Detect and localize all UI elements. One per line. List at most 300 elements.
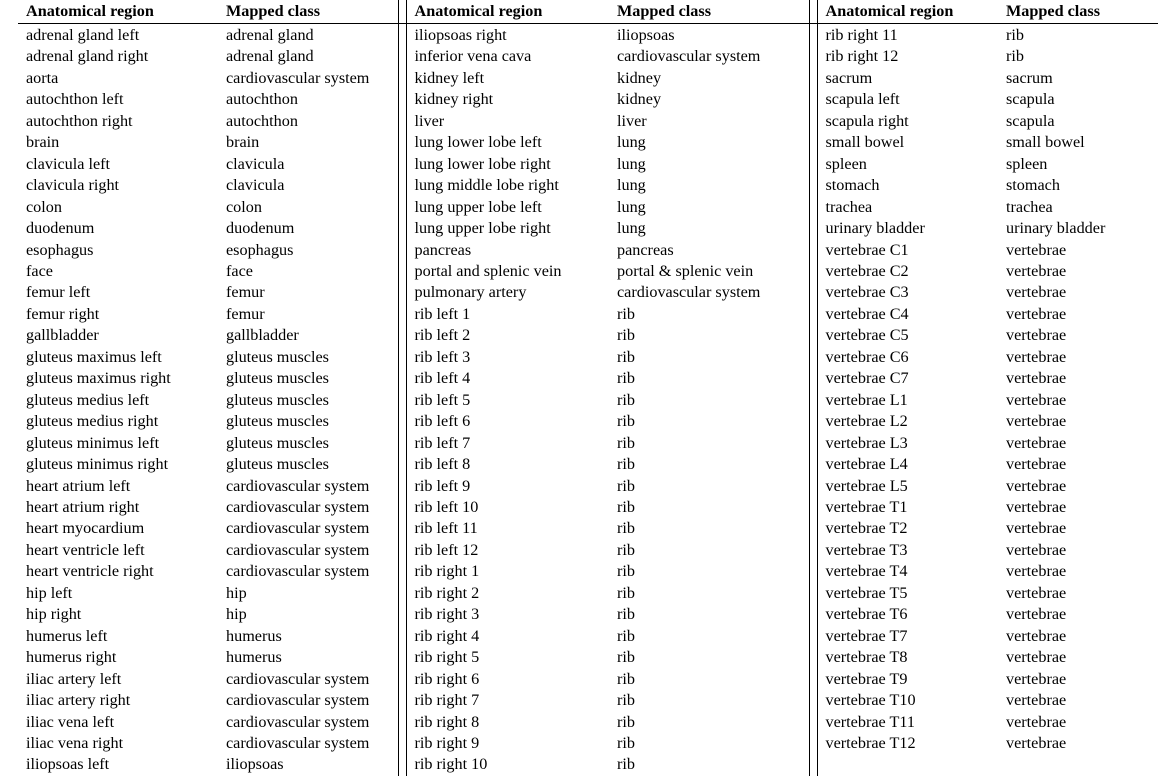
table-row	[18, 604, 1158, 625]
mapped-class-cell: humerus	[226, 648, 282, 667]
anatomical-region-cell: rib left 10	[414, 497, 479, 516]
mapped-class-cell: lung	[617, 219, 646, 238]
table-row	[18, 304, 1158, 325]
mapped-class-cell: vertebrae	[1006, 733, 1067, 752]
anatomical-region-cell: urinary bladder	[825, 219, 925, 238]
column-separator	[809, 282, 817, 303]
anatomical-region-cell: vertebrae T5	[825, 583, 908, 602]
table-row	[18, 626, 1158, 647]
anatomical-region-cell: lung lower lobe right	[414, 154, 551, 173]
table-row	[18, 712, 1158, 733]
anatomical-region-cell: gluteus maximus left	[26, 347, 162, 366]
mapped-class-cell: femur	[226, 283, 265, 302]
column-separator	[398, 154, 406, 175]
mapped-class-cell: trachea	[1006, 197, 1053, 216]
anatomical-region-cell: rib left 6	[414, 412, 471, 431]
mapped-class-cell: kidney	[617, 90, 662, 109]
column-separator	[398, 68, 406, 89]
anatomical-region-cell: rib right 6	[414, 669, 480, 688]
column-separator	[809, 325, 817, 346]
mapped-class-cell: rib	[617, 733, 635, 752]
column-separator	[398, 540, 406, 561]
anatomical-region-cell: rib right 1	[414, 562, 480, 581]
table-row	[18, 325, 1158, 346]
mapped-class-cell: cardiovascular system	[226, 562, 370, 581]
column-separator	[809, 261, 817, 282]
column-separator	[398, 604, 406, 625]
anatomical-region-cell: vertebrae L2	[825, 412, 908, 431]
mapped-class-cell: small bowel	[1006, 133, 1085, 152]
anatomical-region-cell: gluteus medius left	[26, 390, 150, 409]
anatomical-region-cell: pancreas	[414, 240, 472, 259]
column-separator	[398, 325, 406, 346]
mapped-class-cell: rib	[1006, 26, 1024, 44]
table-row	[18, 111, 1158, 132]
column-separator	[809, 583, 817, 604]
column-separator	[809, 24, 817, 47]
column-separator	[809, 154, 817, 175]
mapped-class-cell: colon	[226, 197, 262, 216]
anatomical-region-cell: vertebrae T3	[825, 540, 908, 559]
mapped-class-cell: cardiovascular system	[617, 47, 761, 66]
anatomical-region-cell: femur left	[26, 283, 91, 302]
anatomical-region-cell: vertebrae C5	[825, 326, 909, 345]
mapped-class-cell: vertebrae	[1006, 540, 1067, 559]
column-separator	[809, 754, 817, 775]
mapped-class-cell: autochthon	[226, 111, 298, 130]
mapped-class-cell: cardiovascular system	[226, 691, 370, 710]
mapped-class-cell: rib	[617, 412, 635, 431]
mapped-class-cell: sacrum	[1006, 68, 1053, 87]
mapped-class-cell: scapula	[1006, 90, 1055, 109]
mapped-class-cell: rib	[617, 519, 635, 538]
anatomical-region-cell: lung upper lobe left	[414, 197, 542, 216]
anatomical-region-cell: iliopsoas left	[26, 755, 110, 774]
anatomical-region-cell: stomach	[825, 176, 880, 195]
table-row	[18, 154, 1158, 175]
anatomical-region-cell: vertebrae T8	[825, 648, 908, 667]
column-separator	[398, 368, 406, 389]
mapped-class-cell: esophagus	[226, 240, 294, 259]
table-row	[18, 390, 1158, 411]
mapped-class-cell: stomach	[1006, 176, 1060, 195]
column-separator	[809, 540, 817, 561]
anatomical-region-cell: iliac vena left	[26, 712, 115, 731]
mapped-class-cell: vertebrae	[1006, 261, 1067, 280]
column-separator	[809, 175, 817, 196]
mapped-class-cell: cardiovascular system	[226, 497, 370, 516]
mapped-class-cell: rib	[617, 390, 635, 409]
column-separator	[809, 197, 817, 218]
mapped-class-cell: vertebrae	[1006, 240, 1067, 259]
table-row	[18, 68, 1158, 89]
anatomical-region-cell: colon	[26, 197, 62, 216]
column-separator	[398, 561, 406, 582]
anatomical-region-cell: rib left 1	[414, 304, 471, 323]
column-separator	[398, 690, 406, 711]
mapped-class-cell: hip	[226, 583, 247, 602]
anatomical-region-cell: duodenum	[26, 219, 95, 238]
anatomical-region-cell: pulmonary artery	[414, 283, 527, 302]
anatomical-region-cell	[817, 754, 998, 775]
mapped-class-cell: gluteus muscles	[226, 347, 329, 366]
anatomical-region-cell: rib left 5	[414, 390, 471, 409]
column-separator	[398, 712, 406, 733]
anatomical-region-cell: rib right 8	[414, 712, 480, 731]
anatomical-region-cell: vertebrae L3	[825, 433, 908, 452]
column-separator	[809, 111, 817, 132]
column-separator	[809, 433, 817, 454]
anatomical-region-cell: scapula left	[825, 90, 900, 109]
mapped-class-cell: rib	[617, 326, 635, 345]
mapped-class-cell: iliopsoas	[617, 26, 675, 44]
mapped-class-cell: vertebrae	[1006, 455, 1067, 474]
mapped-class-cell: vertebrae	[1006, 347, 1067, 366]
mapped-class-cell: vertebrae	[1006, 691, 1067, 710]
column-separator	[809, 626, 817, 647]
anatomical-region-cell: vertebrae T1	[825, 497, 908, 516]
table-row	[18, 261, 1158, 282]
mapped-class-cell: rib	[617, 497, 635, 516]
column-separator	[809, 0, 817, 24]
table-row	[18, 454, 1158, 475]
table-row	[18, 669, 1158, 690]
mapped-class-cell: vertebrae	[1006, 476, 1067, 495]
mapped-class-cell: rib	[617, 304, 635, 323]
anatomical-region-cell: heart atrium left	[26, 476, 131, 495]
anatomical-region-cell: vertebrae C2	[825, 261, 909, 280]
column-separator	[398, 626, 406, 647]
column-separator	[398, 24, 406, 47]
anatomical-region-cell: rib left 2	[414, 326, 471, 345]
anatomical-region-cell: rib left 4	[414, 369, 471, 388]
anatomical-region-cell: heart myocardium	[26, 519, 145, 538]
column-separator	[398, 89, 406, 110]
anatomical-region-cell: rib right 5	[414, 648, 480, 667]
anatomical-region-cell: rib left 7	[414, 433, 471, 452]
anatomical-region-cell: gallbladder	[26, 326, 99, 345]
anatomical-region-cell: femur right	[26, 304, 100, 323]
mapped-class-cell: liver	[617, 111, 647, 130]
column-separator	[809, 46, 817, 67]
column-separator	[398, 518, 406, 539]
column-separator	[398, 669, 406, 690]
anatomical-region-cell: vertebrae T2	[825, 519, 908, 538]
mapped-class-cell: vertebrae	[1006, 712, 1067, 731]
table-row	[18, 132, 1158, 153]
anatomical-mapping-table	[18, 0, 1158, 776]
table-row	[18, 733, 1158, 754]
mapped-class-cell: cardiovascular system	[226, 68, 370, 87]
column-separator	[809, 647, 817, 668]
anatomical-region-cell: liver	[414, 111, 445, 130]
column-separator	[398, 497, 406, 518]
mapped-class-cell: face	[226, 261, 253, 280]
anatomical-region-cell: iliac artery right	[26, 691, 131, 710]
column-separator	[398, 132, 406, 153]
anatomical-region-cell: rib left 3	[414, 347, 471, 366]
anatomical-region-cell: face	[26, 261, 53, 280]
mapped-class-cell: clavicula	[226, 154, 285, 173]
anatomical-region-cell: lung upper lobe right	[414, 219, 551, 238]
column-separator	[809, 712, 817, 733]
column-separator	[398, 411, 406, 432]
mapped-class-cell: cardiovascular system	[226, 540, 370, 559]
mapped-class-cell: rib	[617, 669, 635, 688]
mapped-class-cell: vertebrae	[1006, 648, 1067, 667]
anatomical-region-cell: heart ventricle left	[26, 540, 145, 559]
anatomical-region-cell: spleen	[825, 154, 867, 173]
anatomical-region-cell: rib right 11	[825, 26, 898, 44]
mapped-class-cell: brain	[226, 133, 260, 152]
table-row	[18, 218, 1158, 239]
column-separator	[809, 240, 817, 261]
column-separator	[809, 304, 817, 325]
mapped-class-cell: rib	[617, 540, 635, 559]
table-row	[18, 175, 1158, 196]
anatomical-region-cell: vertebrae C3	[825, 283, 909, 302]
table-row	[18, 583, 1158, 604]
column-separator	[398, 175, 406, 196]
mapped-class-cell: lung	[617, 197, 646, 216]
mapped-class-cell: vertebrae	[1006, 669, 1067, 688]
mapped-class-cell: scapula	[1006, 111, 1055, 130]
column-separator	[809, 604, 817, 625]
mapped-class-cell: rib	[617, 755, 635, 774]
anatomical-region-cell: autochthon left	[26, 90, 124, 109]
column-separator	[398, 218, 406, 239]
column-separator	[809, 132, 817, 153]
mapped-class-cell: rib	[617, 455, 635, 474]
anatomical-region-cell: autochthon right	[26, 111, 133, 130]
mapped-class-cell: rib	[617, 562, 635, 581]
anatomical-region-cell: vertebrae L1	[825, 390, 908, 409]
column-separator	[398, 111, 406, 132]
mapped-class-cell: rib	[617, 476, 635, 495]
mapped-class-cell: vertebrae	[1006, 304, 1067, 323]
anatomical-region-cell: rib right 10	[414, 755, 488, 774]
column-separator	[809, 476, 817, 497]
anatomical-region-cell: vertebrae C7	[825, 369, 909, 388]
mapped-class-cell: gluteus muscles	[226, 369, 329, 388]
anatomical-region-cell: brain	[26, 133, 60, 152]
column-separator	[809, 497, 817, 518]
table-row	[18, 46, 1158, 67]
anatomical-region-cell: vertebrae L4	[825, 455, 908, 474]
column-separator	[398, 647, 406, 668]
mapped-class-cell: vertebrae	[1006, 519, 1067, 538]
anatomical-region-cell: kidney left	[414, 68, 485, 87]
anatomical-region-cell: gluteus medius right	[26, 412, 159, 431]
mapped-class-cell: lung	[617, 133, 646, 152]
anatomical-region-cell: rib right 12	[825, 47, 899, 66]
mapping-table-container	[18, 0, 1158, 776]
mapped-class-cell: rib	[617, 626, 635, 645]
mapped-class-cell: femur	[226, 304, 265, 323]
column-separator	[398, 0, 406, 24]
anatomical-region-cell: vertebrae T9	[825, 669, 908, 688]
header-anatomical-region: Anatomical region	[18, 0, 218, 24]
anatomical-region-cell: rib right 3	[414, 605, 480, 624]
table-row	[18, 690, 1158, 711]
column-separator	[398, 282, 406, 303]
mapped-class-cell: gluteus muscles	[226, 455, 329, 474]
column-separator	[398, 261, 406, 282]
mapped-class-cell: lung	[617, 176, 646, 195]
mapped-class-cell: vertebrae	[1006, 369, 1067, 388]
table-body	[18, 24, 1158, 776]
mapped-class-cell: vertebrae	[1006, 562, 1067, 581]
mapped-class-cell: rib	[617, 648, 635, 667]
mapped-class-cell: clavicula	[226, 176, 285, 195]
anatomical-region-cell: rib right 7	[414, 691, 480, 710]
mapped-class-cell: humerus	[226, 626, 282, 645]
mapped-class-cell: vertebrae	[1006, 433, 1067, 452]
anatomical-region-cell: small bowel	[825, 133, 905, 152]
column-separator	[809, 454, 817, 475]
mapped-class-cell: pancreas	[617, 240, 674, 259]
mapped-class-cell: vertebrae	[1006, 605, 1067, 624]
anatomical-region-cell: vertebrae T7	[825, 626, 908, 645]
table-row	[18, 368, 1158, 389]
column-separator	[809, 733, 817, 754]
anatomical-region-cell: scapula right	[825, 111, 909, 130]
mapped-class-cell: rib	[617, 433, 635, 452]
anatomical-region-cell: vertebrae C1	[825, 240, 909, 259]
anatomical-region-cell: rib left 11	[414, 519, 478, 538]
mapped-class-cell: rib	[1006, 47, 1024, 66]
column-separator	[809, 669, 817, 690]
anatomical-region-cell: clavicula left	[26, 154, 111, 173]
anatomical-region-cell: vertebrae T12	[825, 733, 916, 752]
anatomical-region-cell: vertebrae T6	[825, 605, 908, 624]
mapped-class-cell: duodenum	[226, 219, 295, 238]
anatomical-region-cell: hip right	[26, 605, 82, 624]
anatomical-region-cell: vertebrae T10	[825, 691, 916, 710]
column-separator	[809, 561, 817, 582]
column-separator	[809, 518, 817, 539]
header-anatomical-region: Anatomical region	[406, 0, 609, 24]
mapped-class-cell: adrenal gland	[226, 26, 314, 44]
column-separator	[809, 89, 817, 110]
anatomical-region-cell: rib right 9	[414, 733, 480, 752]
mapped-class-cell: vertebrae	[1006, 626, 1067, 645]
anatomical-region-cell: vertebrae T4	[825, 562, 908, 581]
anatomical-region-cell: heart atrium right	[26, 497, 140, 516]
anatomical-region-cell: vertebrae T11	[825, 712, 915, 731]
mapped-class-cell: rib	[617, 712, 635, 731]
table-row	[18, 561, 1158, 582]
mapped-class-cell: vertebrae	[1006, 583, 1067, 602]
table-row	[18, 89, 1158, 110]
header-mapped-class: Mapped class	[218, 0, 398, 24]
mapped-class-cell: gluteus muscles	[226, 412, 329, 431]
header-mapped-class: Mapped class	[609, 0, 809, 24]
anatomical-region-cell: kidney right	[414, 90, 494, 109]
table-row	[18, 433, 1158, 454]
anatomical-region-cell: humerus right	[26, 648, 117, 667]
mapped-class-cell: lung	[617, 154, 646, 173]
table-row	[18, 24, 1158, 47]
mapped-class-cell: cardiovascular system	[226, 519, 370, 538]
mapped-class-cell: rib	[617, 691, 635, 710]
mapped-class-cell: gluteus muscles	[226, 390, 329, 409]
column-separator	[398, 454, 406, 475]
column-separator	[398, 583, 406, 604]
anatomical-region-cell: inferior vena cava	[414, 47, 532, 66]
mapped-class-cell: adrenal gland	[226, 47, 314, 66]
mapped-class-cell: cardiovascular system	[226, 476, 370, 495]
mapped-class-cell: gallbladder	[226, 326, 299, 345]
mapped-class-cell: cardiovascular system	[226, 669, 370, 688]
anatomical-region-cell: adrenal gland right	[26, 47, 149, 66]
mapped-class-cell: vertebrae	[1006, 326, 1067, 345]
column-separator	[398, 347, 406, 368]
anatomical-region-cell: vertebrae L5	[825, 476, 908, 495]
anatomical-region-cell: aorta	[26, 68, 59, 87]
mapped-class-cell: urinary bladder	[1006, 219, 1106, 238]
anatomical-region-cell: vertebrae C4	[825, 304, 909, 323]
anatomical-region-cell: humerus left	[26, 626, 108, 645]
mapped-class-cell: rib	[617, 583, 635, 602]
anatomical-region-cell: iliac artery left	[26, 669, 122, 688]
mapped-class-cell: kidney	[617, 68, 662, 87]
column-separator	[809, 411, 817, 432]
mapped-class-cell: spleen	[1006, 154, 1048, 173]
column-separator	[398, 433, 406, 454]
anatomical-region-cell: rib left 12	[414, 540, 479, 559]
column-separator	[809, 68, 817, 89]
table-row	[18, 754, 1158, 775]
table-row	[18, 647, 1158, 668]
mapped-class-cell: hip	[226, 605, 247, 624]
column-separator	[809, 347, 817, 368]
anatomical-region-cell: heart ventricle right	[26, 562, 154, 581]
mapped-class-cell: vertebrae	[1006, 390, 1067, 409]
anatomical-region-cell: esophagus	[26, 240, 94, 259]
anatomical-region-cell: vertebrae C6	[825, 347, 909, 366]
table-row	[18, 240, 1158, 261]
mapped-class-cell: gluteus muscles	[226, 433, 329, 452]
anatomical-region-cell: gluteus maximus right	[26, 369, 171, 388]
anatomical-region-cell: rib left 9	[414, 476, 471, 495]
anatomical-region-cell: iliopsoas right	[414, 26, 507, 44]
mapped-class-cell: vertebrae	[1006, 412, 1067, 431]
table-row	[18, 540, 1158, 561]
header-row	[18, 0, 1158, 24]
anatomical-region-cell: sacrum	[825, 68, 873, 87]
mapped-class-cell	[998, 754, 1158, 775]
table-row	[18, 347, 1158, 368]
column-separator	[398, 733, 406, 754]
column-separator	[398, 390, 406, 411]
header-anatomical-region: Anatomical region	[817, 0, 998, 24]
anatomical-region-cell: lung middle lobe right	[414, 176, 559, 195]
mapped-class-cell: rib	[617, 347, 635, 366]
table-row	[18, 282, 1158, 303]
column-separator	[398, 304, 406, 325]
table-row	[18, 518, 1158, 539]
mapped-class-cell: cardiovascular system	[617, 283, 761, 302]
table-row	[18, 411, 1158, 432]
column-separator	[809, 690, 817, 711]
anatomical-region-cell: rib right 2	[414, 583, 480, 602]
column-separator	[809, 390, 817, 411]
mapped-class-cell: vertebrae	[1006, 497, 1067, 516]
column-separator	[398, 240, 406, 261]
anatomical-region-cell: iliac vena right	[26, 733, 124, 752]
mapped-class-cell: rib	[617, 605, 635, 624]
